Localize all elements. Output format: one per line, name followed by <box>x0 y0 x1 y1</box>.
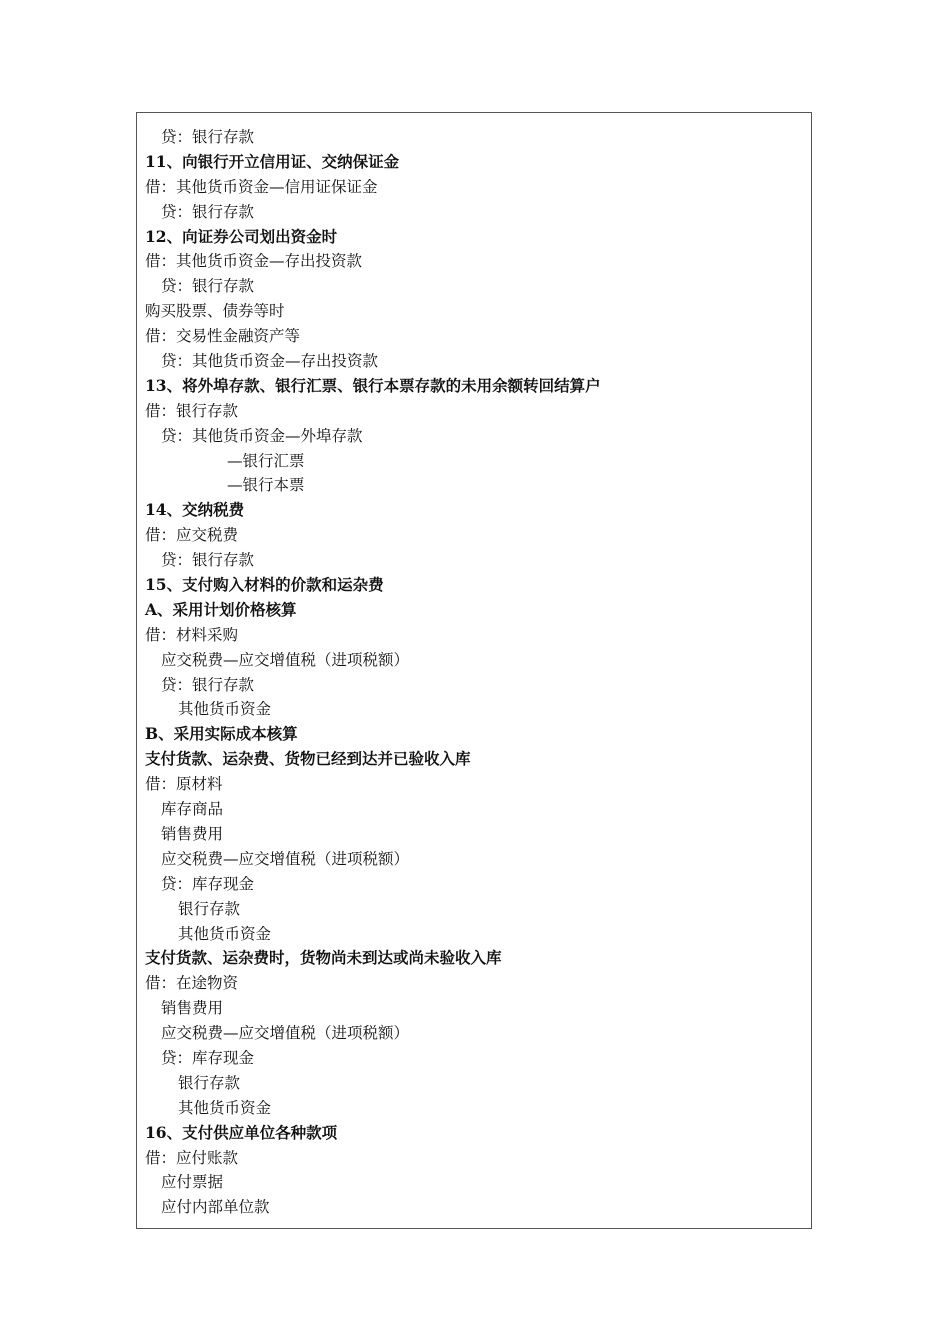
entry-line: 贷：银行存款 <box>161 128 255 146</box>
entry-line: 借：应交税费 <box>145 526 239 545</box>
entry-line: 贷：其他货币资金—外埠存款 <box>161 426 363 445</box>
entry-line: 借：银行存款 <box>145 401 239 420</box>
entry-line: 借：应付账款 <box>145 1148 239 1167</box>
entry-line: 其他货币资金 <box>178 1098 272 1117</box>
entry-line: 其他货币资金 <box>178 700 272 719</box>
entry-line: 应交税费—应交增值税（进项税额） <box>161 849 410 868</box>
entry-line: 其他货币资金 <box>178 924 272 943</box>
entry-line: —银行本票 <box>227 476 305 495</box>
entry-line: 销售费用 <box>161 999 224 1018</box>
section-heading: 16、支付供应单位各种款项 <box>145 1122 338 1142</box>
entry-line: 借：在途物资 <box>145 974 239 993</box>
entry-line: 应交税费—应交增值税（进项税额） <box>161 650 410 669</box>
entry-line: 应交税费—应交增值税（进项税额） <box>161 1024 410 1043</box>
entry-line: 应付内部单位款 <box>161 1198 270 1217</box>
document-frame <box>136 112 812 1229</box>
entry-line: 借：交易性金融资产等 <box>145 327 301 346</box>
entry-line: 贷：银行存款 <box>161 277 255 296</box>
entry-line: 购买股票、债券等时 <box>145 302 285 321</box>
entry-line: 借：材料采购 <box>145 625 239 644</box>
entry-line: 借：其他货币资金—信用证保证金 <box>145 177 378 196</box>
entry-line: 贷：银行存款 <box>161 675 255 694</box>
section-heading: 支付货款、运杂费时，货物尚未到达或尚未验收入库 <box>145 948 502 968</box>
journal-entry-list <box>145 125 803 1220</box>
section-heading: 11、向银行开立信用证、交纳保证金 <box>145 151 400 171</box>
section-heading: 13、将外埠存款、银行汇票、银行本票存款的未用余额转回结算户 <box>145 375 601 395</box>
entry-line: 贷：库存现金 <box>161 874 255 893</box>
entry-line: 银行存款 <box>178 899 241 918</box>
entry-line: 贷：银行存款 <box>161 202 255 221</box>
section-heading: 12、向证券公司划出资金时 <box>145 226 338 246</box>
entry-line: —银行汇票 <box>227 451 305 470</box>
section-heading: 14、交纳税费 <box>145 500 245 520</box>
entry-line: 库存商品 <box>161 800 224 819</box>
entry-line: 贷：库存现金 <box>161 1048 255 1067</box>
section-heading: B、采用实际成本核算 <box>145 724 298 744</box>
entry-line: 贷：其他货币资金—存出投资款 <box>161 352 379 371</box>
section-heading: 支付货款、运杂费、货物已经到达并已验收入库 <box>145 749 471 769</box>
entry-line: 贷：银行存款 <box>161 551 255 570</box>
entry-line: 销售费用 <box>161 824 224 843</box>
section-heading: 15、支付购入材料的价款和运杂费 <box>145 575 384 595</box>
entry-line: 应付票据 <box>161 1173 224 1192</box>
entry-line: 借：其他货币资金—存出投资款 <box>145 252 363 271</box>
entry-line: 借：原材料 <box>145 775 223 794</box>
section-heading: A、采用计划价格核算 <box>145 599 297 619</box>
entry-line: 银行存款 <box>178 1073 241 1092</box>
